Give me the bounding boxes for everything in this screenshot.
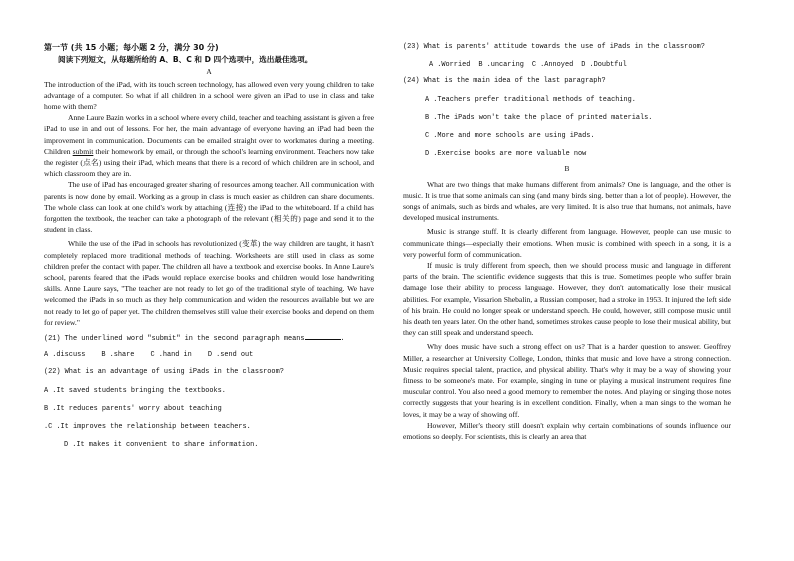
question-23-option-d: D .Doubtful (581, 61, 627, 70)
section-instructions: 阅读下列短文，从每题所给的 A、B、C 和 D 四个选项中，选出最佳选项。 (58, 55, 313, 65)
question-24-option-d: D .Exercise books are more valuable now (425, 150, 587, 159)
question-21-stem: (21) The underlined word "submit" in the second paragraph means . (44, 332, 374, 345)
right-column (403, 42, 731, 442)
question-22-stem: (22) What is an advantage of using iPads in the classroom? (44, 368, 284, 377)
question-22 (44, 367, 374, 451)
question-21 (44, 332, 374, 361)
question-21-option-c: C .hand in (150, 351, 192, 360)
passage-b-paragraph-5: However, Miller's theory still doesn't explain why certain combinations of sounds influence our emotions so deeply. For scientists, this is clearly an area that (403, 420, 731, 442)
passage-a-paragraph-2: Anne Laure Bazin works in a school where every child, teacher and teaching assistant is given a free iPad to use in and out of lessons. For her, the main advantage of everyone having an iPad had been the improvement in communication. Documents can be emailed straight over to workmates during a meeting. Children submit their homework by email, or through the school's learning environment. Teachers now take the register (点名) using their iPad, which means that there is a record of which children are in school, and which classroom they are in. (44, 113, 374, 179)
question-23-options (403, 60, 731, 71)
question-22-option-c: .C .It improves the relationship between teachers. (44, 423, 251, 432)
question-22-option-a: A .It saved students bringing the textbooks. (44, 386, 226, 395)
passage-b-paragraph-3: If music is truly different from speech, then we should process music and language in different parts of the brain. The scientific evidence suggests that this is true. Sometimes people who suffer brain damage lose their ability to process language. However, they don't automatically lose their musical abilities. For example, Vissarion Shebalin, a Russian composer, had a stroke in 1953. It injured the left side of his brain. He could no longer speak or understand speech. He could, however, still compose music until his death ten years later. On the other hand, sometimes strokes cause people to lose their musical ability, but they can still speak and understand speech. (403, 261, 731, 338)
passage-b-paragraph-1: What are two things that make humans different from animals? One is language, and the other is music. It is true that some animals can sing (and many birds sing. better than a lot of people). However, the songs of animals, such as birds and whales, are very limited. It is also true that humans, not animals, have developed musical instruments. (403, 179, 731, 223)
underlined-word-submit: submit (72, 146, 94, 156)
question-23 (403, 42, 731, 71)
question-24-stem: (24) What is the main idea of the last paragraph? (403, 77, 606, 86)
question-21-options (44, 350, 374, 361)
question-24-option-a: A .Teachers prefer traditional methods of teaching. (425, 95, 636, 104)
question-22-option-d: D .It makes it convenient to share information. (64, 441, 259, 450)
question-24 (403, 76, 731, 160)
passage-b-paragraph-2: Music is strange stuff. It is clearly different from language. However, people can use music to communicate things—especially their emotions. When music is combined with speech in a song, it is a very powerful form of communication. (403, 227, 731, 259)
passage-a-paragraph-3: The use of iPad has encouraged greater sharing of resources among teacher. All communication with parents is now done by email. Working as a group in class is much easier as children can share documents. The whole class can look at one child's work by attaching (连接) the iPad to the whiteboard. If a child has forgotten the textbook, the teacher can take a photograph of the relevant (相关的) page and send it to the student in class. (44, 180, 374, 235)
question-21-option-b: B .share (101, 351, 135, 360)
section-heading: 第一节 (共 15 小题；每小题 2 分，满分 30 分) (44, 43, 219, 52)
question-23-option-a: A .Worried (429, 61, 471, 70)
question-23-option-b: B .uncaring (478, 61, 524, 70)
passage-a-letter: A (206, 67, 212, 77)
question-23-stem: (23) What is parents' attitude towards the use of iPads in the classroom? (403, 43, 705, 51)
left-column (44, 42, 374, 452)
answer-blank (305, 332, 341, 340)
passage-a-paragraph-1: The introduction of the iPad, with its touch screen technology, has allowed even very young children to take advantage of a computer. So what if all children in a school were given an iPad to use in class and take home with them? (44, 79, 374, 112)
passage-b-letter: B (564, 164, 570, 174)
passage-b-paragraph-4: Why does music have such a strong effect on us? That is a harder question to answer. Geoffrey Miller, a researcher at University College, London, thinks that music and love have a strong connection. Music requires special talent, practice, and physical ability. That's why it may be a way of showing your fitness to be someone's mate. For example, singing in tune or playing a musical instrument requires fine muscular control. You also need a good memory to remember the notes. And playing or singing those notes correctly suggests that your hearing is in excellent condition. Finally, when a man sings to the woman he loves, it may be a way of showing off. (403, 342, 731, 419)
question-21-option-d: D .send out (207, 351, 254, 360)
question-23-option-c: C .Annoyed (531, 61, 574, 70)
question-24-option-b: B .The iPads won't take the place of printed materials. (425, 113, 653, 122)
question-24-option-c: C .More and more schools are using iPads. (425, 132, 595, 141)
question-21-option-a: A .discuss (44, 351, 86, 360)
question-22-option-b: B .It reduces parents' worry about teaching (44, 404, 222, 413)
passage-a-paragraph-4: While the use of the iPad in schools has revolutionized (变革) the way children are taught, it hasn't completely replaced more traditional methods of teaching. Worksheets are still used in class as some children prefer the contact with paper. The children all have a textbook and exercise books. In Anne Laure's school, parents feared that the iPads would replace exercise books and children would lose handwriting skills. Anne Laure says, "The teacher are not ready to let go of the traditional style of teaching. We have welcomed the iPads in so much as they help communication and widen the resources available but we are not ready to let go of paper yet. The children themselves still value their exercise books and depend on them for review." (44, 239, 374, 327)
